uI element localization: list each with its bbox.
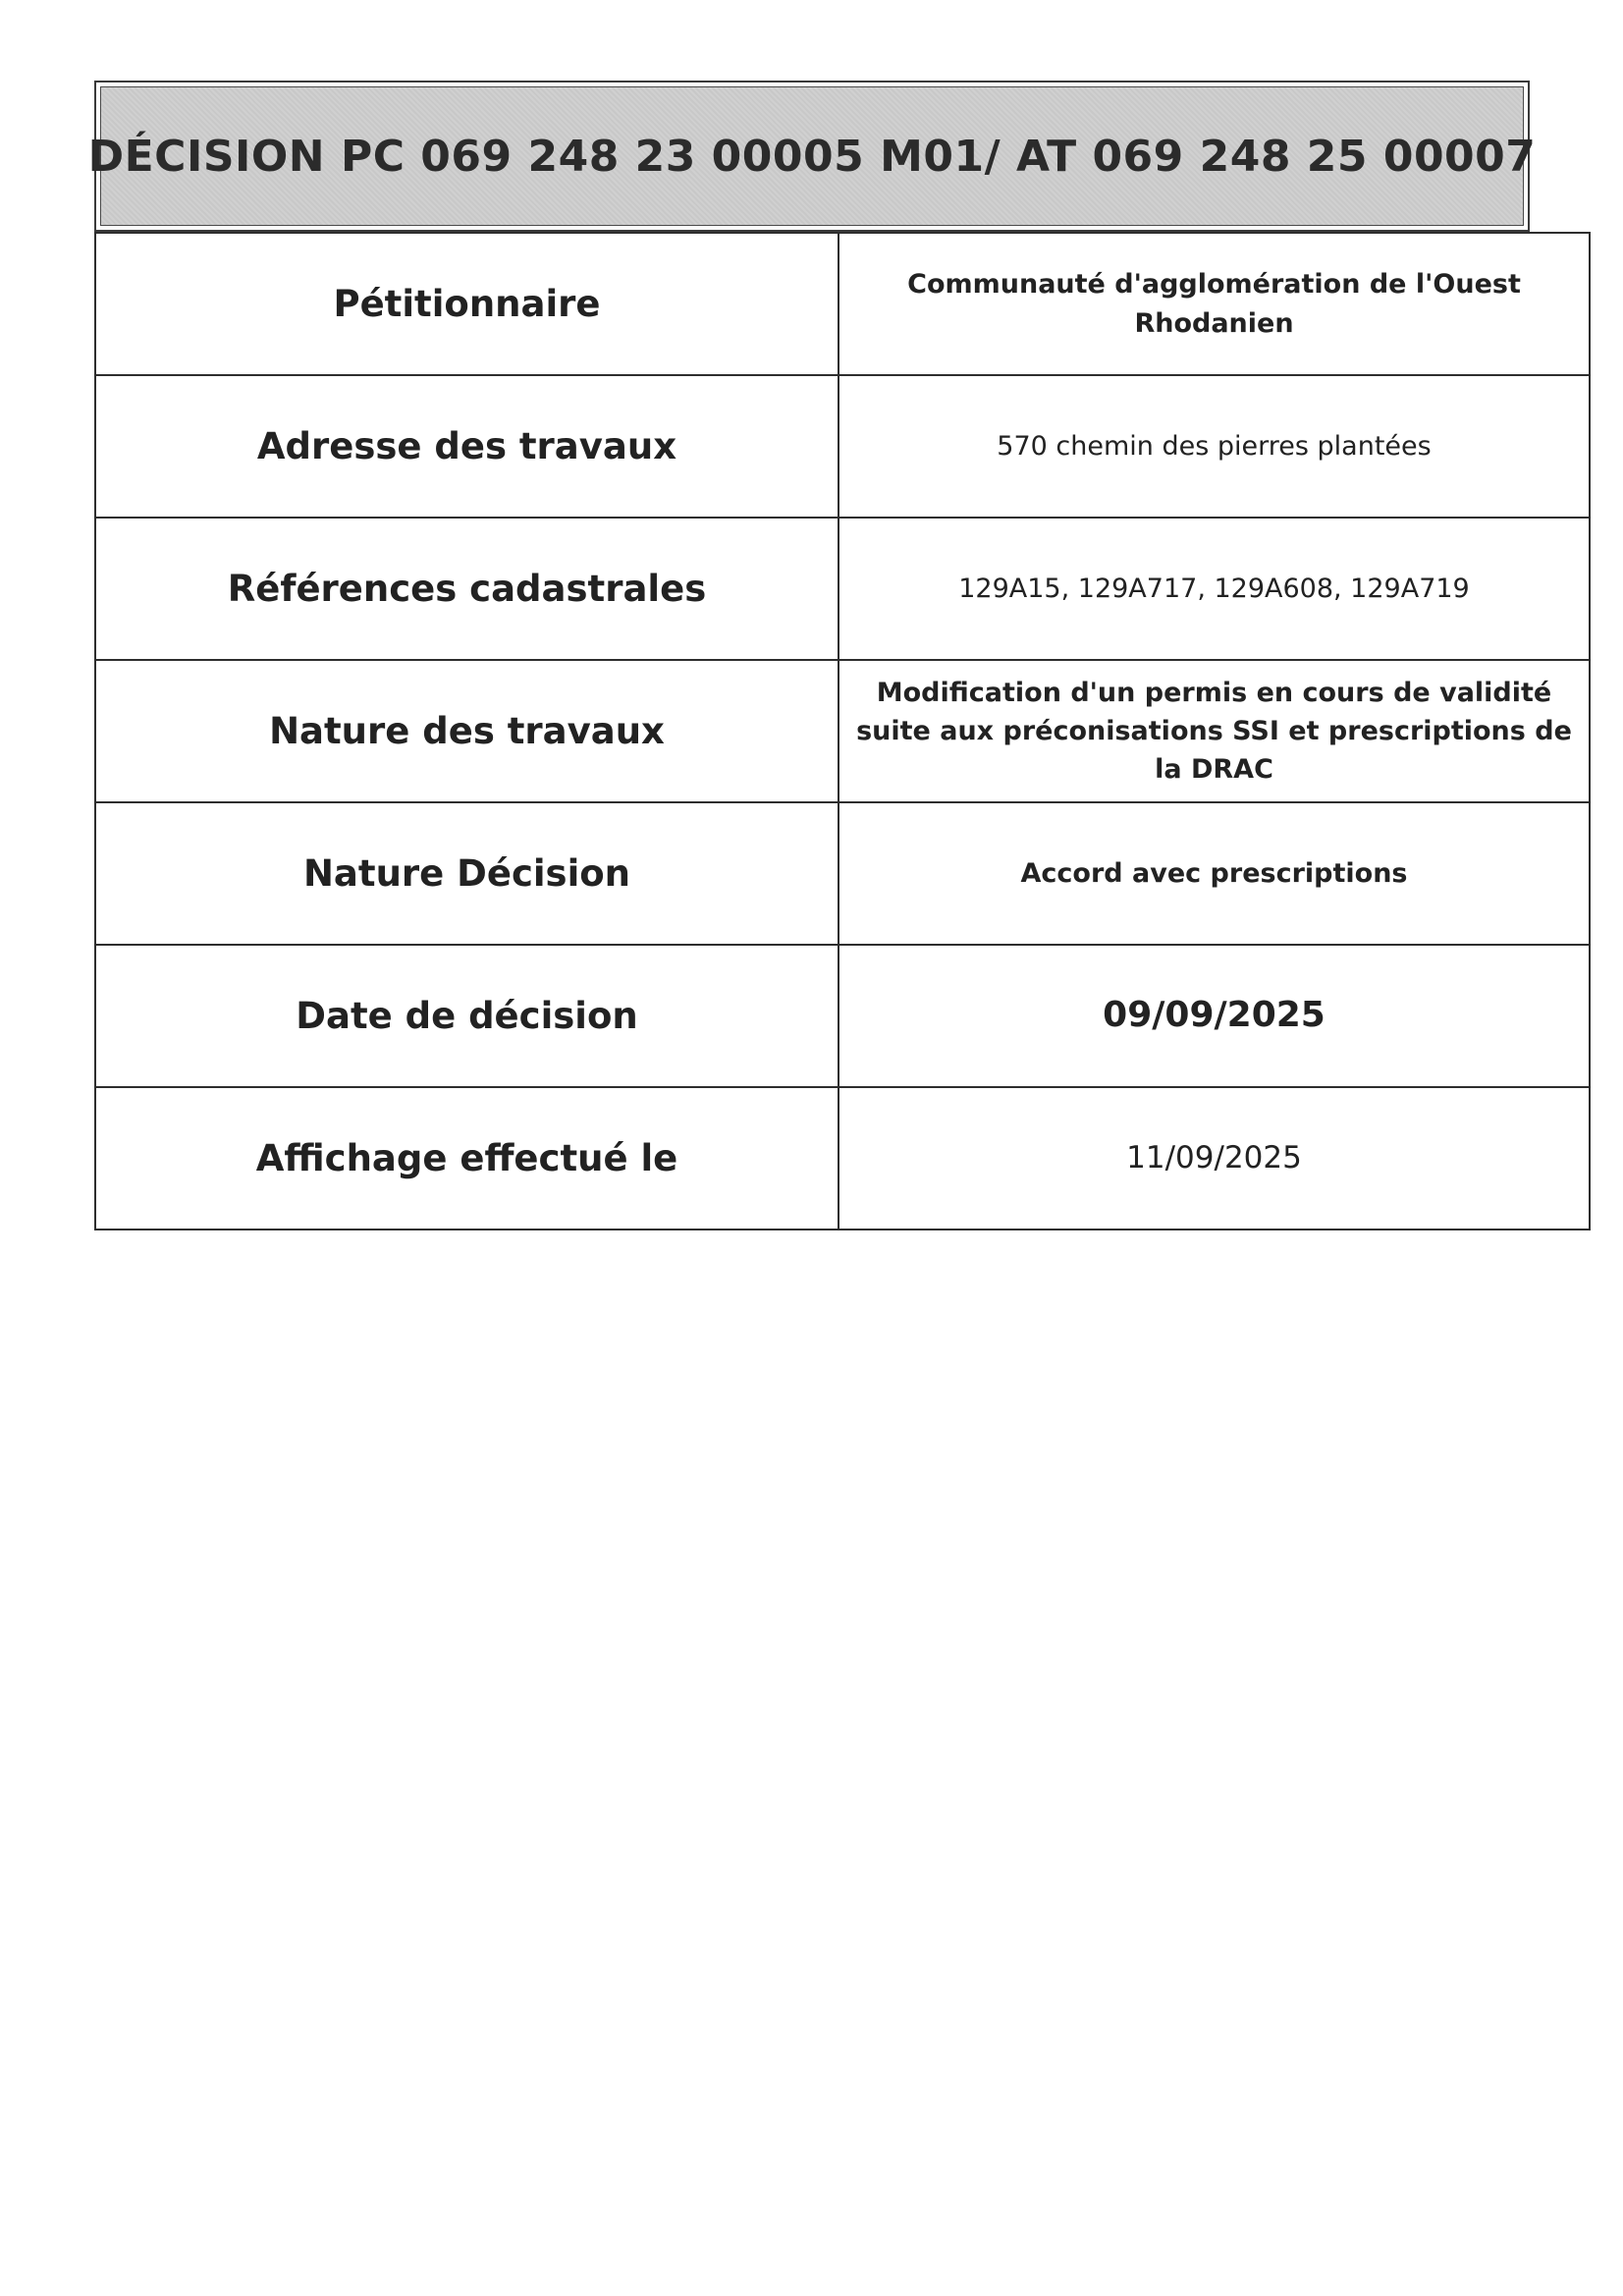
row-value-affichage: 11/09/2025 xyxy=(839,1087,1590,1230)
row-label-date-decision: Date de décision xyxy=(95,945,839,1087)
row-label-references: Références cadastrales xyxy=(95,518,839,660)
row-value-nature-decision: Accord avec prescriptions xyxy=(839,802,1590,945)
table-row xyxy=(95,660,1590,802)
decision-document xyxy=(87,81,1572,1230)
row-label-nature-decision: Nature Décision xyxy=(95,802,839,945)
row-value-nature-travaux: Modification d'un permis en cours de validité suite aux préconisations SSI et prescriptions de la DRAC xyxy=(839,660,1590,802)
decision-title: DÉCISION PC 069 248 23 00005 M01/ AT 069 248 25 00007 xyxy=(87,131,1537,182)
row-value-petitionnaire: Communauté d'agglomération de l'Ouest Rhodanien xyxy=(839,233,1590,375)
title-banner xyxy=(87,86,1537,226)
title-box xyxy=(87,81,1537,232)
decision-info-table xyxy=(94,232,1591,1230)
table-row xyxy=(95,945,1590,1087)
row-value-references: 129A15, 129A717, 129A608, 129A719 xyxy=(839,518,1590,660)
table-row xyxy=(95,802,1590,945)
table-row xyxy=(95,518,1590,660)
row-label-nature-travaux: Nature des travaux xyxy=(95,660,839,802)
table-row xyxy=(95,1087,1590,1230)
table-row xyxy=(95,375,1590,518)
row-label-affichage: Affichage effectué le xyxy=(95,1087,839,1230)
row-label-adresse: Adresse des travaux xyxy=(95,375,839,518)
row-value-adresse: 570 chemin des pierres plantées xyxy=(839,375,1590,518)
row-value-date-decision: 09/09/2025 xyxy=(839,945,1590,1087)
table-row xyxy=(95,233,1590,375)
row-label-petitionnaire: Pétitionnaire xyxy=(95,233,839,375)
